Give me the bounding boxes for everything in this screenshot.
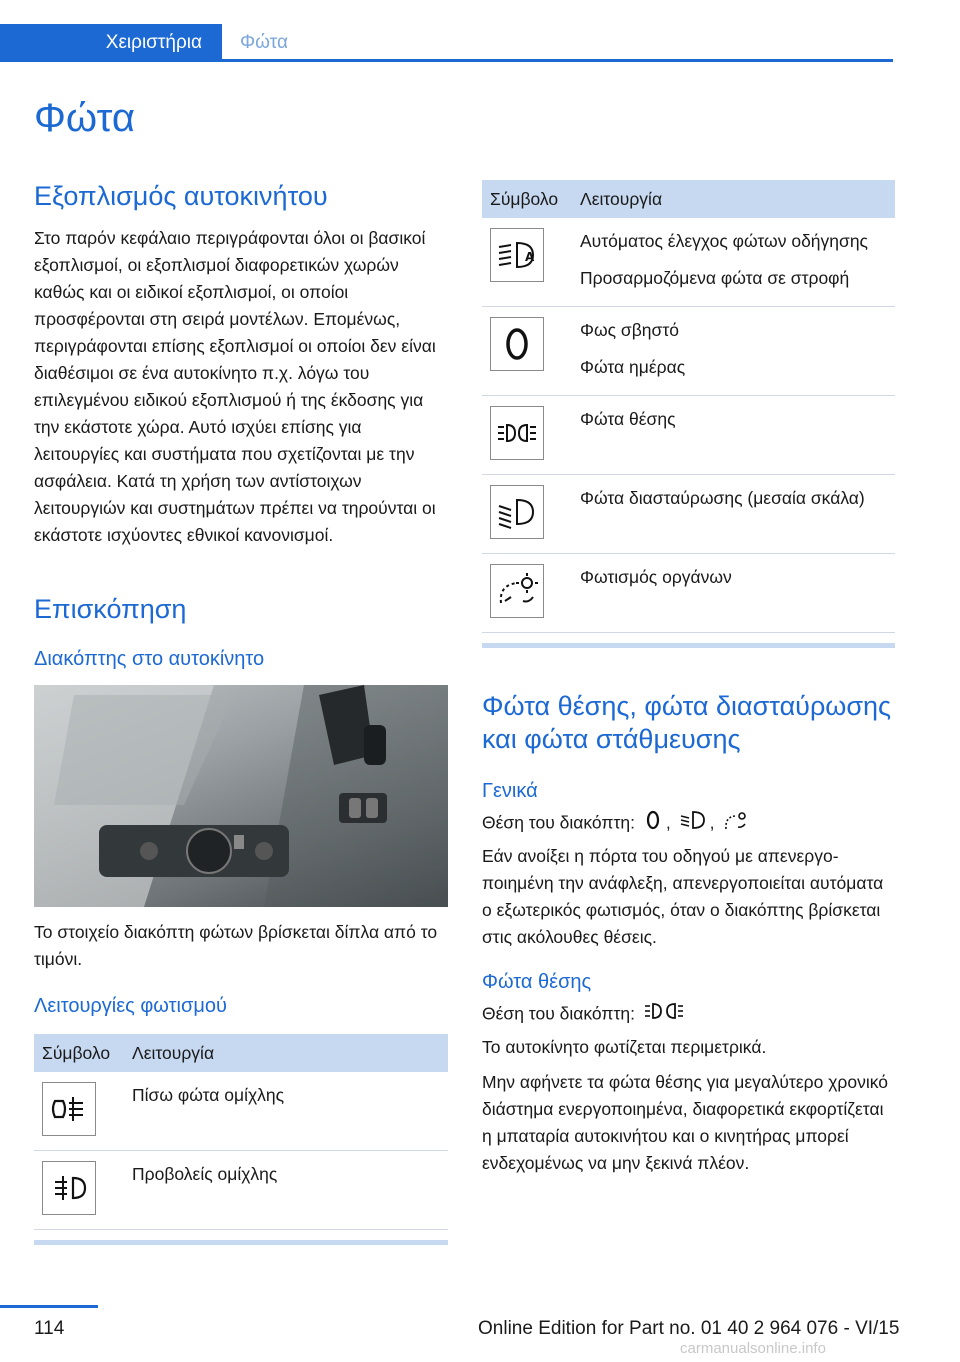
table-end-rule: [482, 643, 895, 648]
function-text: Φωτισμός οργάνων: [580, 567, 732, 587]
tab-lights[interactable]: Φώτα: [240, 32, 288, 53]
paragraph-general: Εάν ανοίξει η πόρτα του οδηγού με απενεργοποιημένη την ανάφλεξη, απενεργοποιείται αυτόματα ο εξωτερικός φωτισμός, όταν ο διακόπτης βρίσκεται στις ακόλουθες θέσεις.: [482, 846, 884, 947]
table-row: [482, 218, 895, 307]
instrument-lighting-icon: [723, 809, 749, 839]
heading-side-lights: Φώτα θέσης: [482, 971, 592, 993]
svg-text:A: A: [525, 250, 535, 264]
auto-headlight-icon: [490, 228, 544, 282]
header-bar: [0, 24, 893, 62]
tab-controls[interactable]: [0, 24, 222, 62]
front-fog-light-icon: [42, 1161, 96, 1215]
function-text: Προσαρμοζόμενα φώτα σε στροφή: [580, 268, 850, 288]
low-beam-icon: [680, 809, 706, 839]
table-row: [482, 554, 895, 633]
comma: ,: [665, 812, 671, 833]
footer-rule: [0, 1305, 98, 1308]
col-function: Λειτουργία: [572, 180, 895, 218]
light-switch-photo: [34, 685, 448, 907]
switch-positions-line: [482, 809, 895, 839]
low-beam-icon: [490, 485, 544, 539]
heading-parking-lights: Φώτα θέσης, φώτα διασταύρωσης και φώτα στάθμευσης: [482, 691, 892, 754]
page-number: 114: [34, 1318, 65, 1339]
header-rule: [0, 59, 893, 62]
heading-general: Γενικά: [482, 780, 538, 802]
paragraph-side-1: Το αυτοκίνητο φωτίζεται περιμετρικά.: [482, 1037, 767, 1057]
table-row: [482, 475, 895, 554]
function-text: Φώτα ημέρας: [580, 357, 686, 377]
paragraph-side-2: Μην αφήνετε τα φώτα θέσης για μεγαλύτερο χρονικό διάστημα ενεργοποιημένα, διαφορετικά εκφορτίζεται η μπαταρία αυτοκινήτου και ο κινητήρας μπορεί ενδεχομένως να μην ξεκινά πλέον.: [482, 1072, 888, 1173]
instrument-lighting-icon: [490, 564, 544, 618]
switch-position-side-line: [482, 1000, 895, 1030]
table-cell: Πίσω φώτα ομίχλης: [124, 1072, 448, 1151]
parking-light-icon: [490, 406, 544, 460]
heading-switch: Διακόπτης στο αυτοκίνητο: [34, 648, 265, 670]
function-text: Φώτα διασταύρωσης (μεσαία σκάλα): [580, 488, 865, 508]
heading-equipment: Εξοπλισμός αυτοκινήτου: [34, 181, 328, 211]
table-cell: Προβολείς ομίχλης: [124, 1151, 448, 1230]
tab-controls-label: Χειριστήρια: [105, 32, 202, 53]
parking-light-icon: [644, 1000, 684, 1030]
heading-functions: Λειτουργίες φωτισμού: [34, 995, 227, 1017]
page-title: Φώτα: [34, 96, 135, 140]
lights-off-icon: [490, 317, 544, 371]
table-row: [482, 307, 895, 396]
right-column: [482, 180, 895, 1177]
paragraph-equipment: Στο παρόν κεφάλαιο περιγράφονται όλοι οι βασικοί εξοπλισμοί, οι εξοπλισμοί διαφορετικών χωρών καθώς και οι ειδικοί εξοπλισμοί, οι οποίοι προσφέρονται στη σειρά μοντέλων. Επομένως, περιγράφονται επίσης εξοπλισμοί οι οποίοι δεν είναι διαθέσιμοι σε ένα αυτοκίνητο π.χ. λόγω του επιλεγμένου ειδικού εξοπλισμού ή της έκδοσης για την εκάστοτε χώρα. Αυτό ισχύει επίσης για λειτουργίες και συστήματα που σχετίζονται με την ασφάλεια. Κατά τη χρήση των αντίστοιχων λειτουργιών και συστημάτων πρέπει να τηρούνται οι εκάστοτε ισχύοντες εθνικοί κανονισμοί.: [34, 228, 436, 545]
switch-position-label: Θέση του διακόπτη:: [482, 1003, 635, 1024]
left-column: [34, 180, 448, 1245]
watermark: carmanualsonline.info: [680, 1340, 826, 1357]
functions-table-left: [34, 1034, 448, 1230]
paragraph-switch: Το στοιχείο διακόπτη φώτων βρίσκεται δίπλα από το τιμόνι.: [34, 922, 438, 969]
heading-overview: Επισκόπηση: [34, 594, 187, 624]
table-row: [482, 396, 895, 475]
table-row: [34, 1151, 448, 1230]
table-end-rule: [34, 1240, 448, 1245]
switch-position-label: Θέση του διακόπτη:: [482, 812, 635, 833]
rear-fog-light-icon: [42, 1082, 96, 1136]
function-text: Αυτόματος έλεγχος φώτων οδήγησης: [580, 231, 868, 251]
col-function: Λειτουργία: [124, 1034, 448, 1072]
comma: ,: [709, 812, 715, 833]
lights-off-icon: [644, 809, 662, 839]
functions-table-right: [482, 180, 895, 633]
col-symbol: Σύμβολο: [482, 180, 572, 218]
function-text: Φως σβηστό: [580, 320, 679, 340]
footer-edition: Online Edition for Part no. 01 40 2 964 076 - VI/15: [478, 1318, 900, 1339]
function-text: Φώτα θέσης: [580, 409, 676, 429]
col-symbol: Σύμβολο: [34, 1034, 124, 1072]
table-row: [34, 1072, 448, 1151]
